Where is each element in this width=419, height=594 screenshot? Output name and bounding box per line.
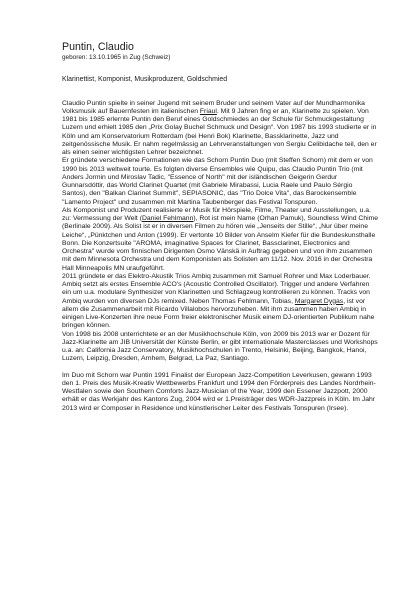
awards-paragraph: Im Duo mit Schorn war Puntin 1991 Finalist der European Jazz-Competition Leverkusen, gewann 1993 den 1. Preis des Musik-Kreativ Wettbewerbs Frankfurt und 1994 den Förderpreis des Landes Nordrhein-Westfalen sowie den Southern Comforts Jazz-Musician of the Year, 1999 den Essener Jazzpott, 2000 erhält er das Werkjahr des Kantons Zug, 2004 wird er 1.Preisträger des WDR-Jazzpreis in Köln. Im Jahr 2013 wird er Composer in Residence und künstlerischer Leiter des Festivals Tonspuren (Irsee).	[62, 371, 376, 412]
biography-paragraph	[62, 100, 379, 364]
bio-text: Er gründete verschiedene Formationen wie das Schorn Puntin Duo (mit Steffen Schorn) mit dem er von 1990 bis 2013 weltweit tourte. Es folgten diverse Ensembles wie Quipu, das Claudio Puntin Trio (mit Anders Jormin und Miroslav Tadic, "Essence of North" mit der isländischen Geigerin Gerdur Gunnarsdóttir, das World Clarinet Quartet (mit Gabriele Mirabassi, Lucia Raele und Paulo Sérgio Santos), den "Balkan Clarinet Summit", SEPIASONIC, das "Trio Dolce Vita", das Barockensemble "Lamento Project" und zusammen mit Martina Taubenberger das Festival Tonspuren.	[62, 157, 373, 206]
bio-text: , ist vor allem die Zusammenarbeit mit Ricardo Villalobos hervorzuheben. Mit ihm zusammen haben Ambiq in einigen Live-Konzerten ihre neue Form freier elektronischer Musik einem DJ-orientierten Publikum nahe bringen können.	[62, 297, 375, 330]
link-margaret-dygas[interactable]: Margaret Dygas	[294, 297, 344, 305]
bio-text: Von 1998 bis 2008 unterrichtete er an der Musikhochschule Köln, von 2009 bis 2013 war er Dozent für Jazz-Klarinette am JIB Universität der Künste Berlin, er gibt internationale Masterclasses und Workshops u.a. an: California Jazz Conservatory, Musikhochschulen in Trento, Helsinki, Beijing, Bangkok, Hanoi, Luzern, Leipzig, Dresden, Arnhem, Belgrad, La Paz, Santiago.	[62, 330, 378, 363]
roles-line: Klarinettist, Komponist, Musikproduzent, Goldschmied	[62, 76, 228, 83]
bio-text: 2011 gründete er das Elektro-Akustik Trios Ambiq zusammen mit Samuel Rohrer und Max Loderbauer. Ambiq setzt als erstes Ensemble ACO's (Acoustic Controlled Oscillator). Trigger und andere Verfahren ein um u.a. modulare Synthesizer von Klarinetten und Schlagzeug kontrollieren zu können. Tracks von Ambiq wurden von diversen DJs remixed. Neben Thomas Fehlmann, Tobias,	[62, 272, 371, 305]
bio-text: ), Rot ist mein Name (Orhan Pamuk), Soundless Wind Chime (Berlinale 2009). Als Solist ist er in diversen Filmen zu hören wie „Jenseits der Stille“, „Nur über meine Leiche“, „Pünktchen und Anton (1999). Er vertonte 10 Bilder von Anselm Kiefer für die Bundeskunsthalle Bonn. Die Konzertsuite "AROMA, imaginative Spaces for Clarinet, Bassclarinet, Electronics and Orchestra" wurde vom finnischen Dirigenten Osmo Vänskä in Auftrag gegeben und von ihm zusammen mit dem Minnesota Orchestra und dem Komponisten als Solisten am 11/12. Nov. 2016 in der Orchestra Hall Minneapolis MN uraufgeführt.	[62, 215, 379, 272]
link-daniel-fehlmann[interactable]: Daniel Fehlmann	[141, 215, 194, 223]
link-friaul[interactable]: Friaul	[199, 107, 217, 115]
person-name: Puntin, Claudio	[62, 41, 134, 53]
bio-text: Claudio Puntin spielte in seiner Jugend mit seinem Bruder und seinem Vater auf der Mundharmonika Volksmusik auf Bauernfesten im italienischen	[62, 99, 365, 115]
biography-body	[62, 100, 379, 413]
bio-text: . Mit 9 Jahren fing er an, Klarinette zu spielen. Von 1981 bis 1985 erlernte Puntin den Beruf eines Goldschmiedes an der Schule für Schmuckgestaltung Luzern und erhielt 1985 den „Prix Golay Buchel Schmuck und Design“. Von 1987 bis 1993 studierte er in Köln und am Konservatorium Rotterdam (bei Henri Bok) Klarinette, Bassklarinette, Jazz und zeitgenössische Musik. Er nahm regelmässig an Lehrveranstaltungen von Sergiu Celibidache teil, den er als einen seiner wichtigsten Lehrer bezeichnet.	[62, 107, 377, 157]
bio-text: Als Komponist und Produzent realisierte er Musik für Hörspiele, Filme, Theater und Ausstellungen, u.a. zu: Vermessung der Welt (	[62, 206, 371, 223]
birth-info: geboren: 13.10.1965 in Zug (Schweiz)	[62, 54, 171, 61]
